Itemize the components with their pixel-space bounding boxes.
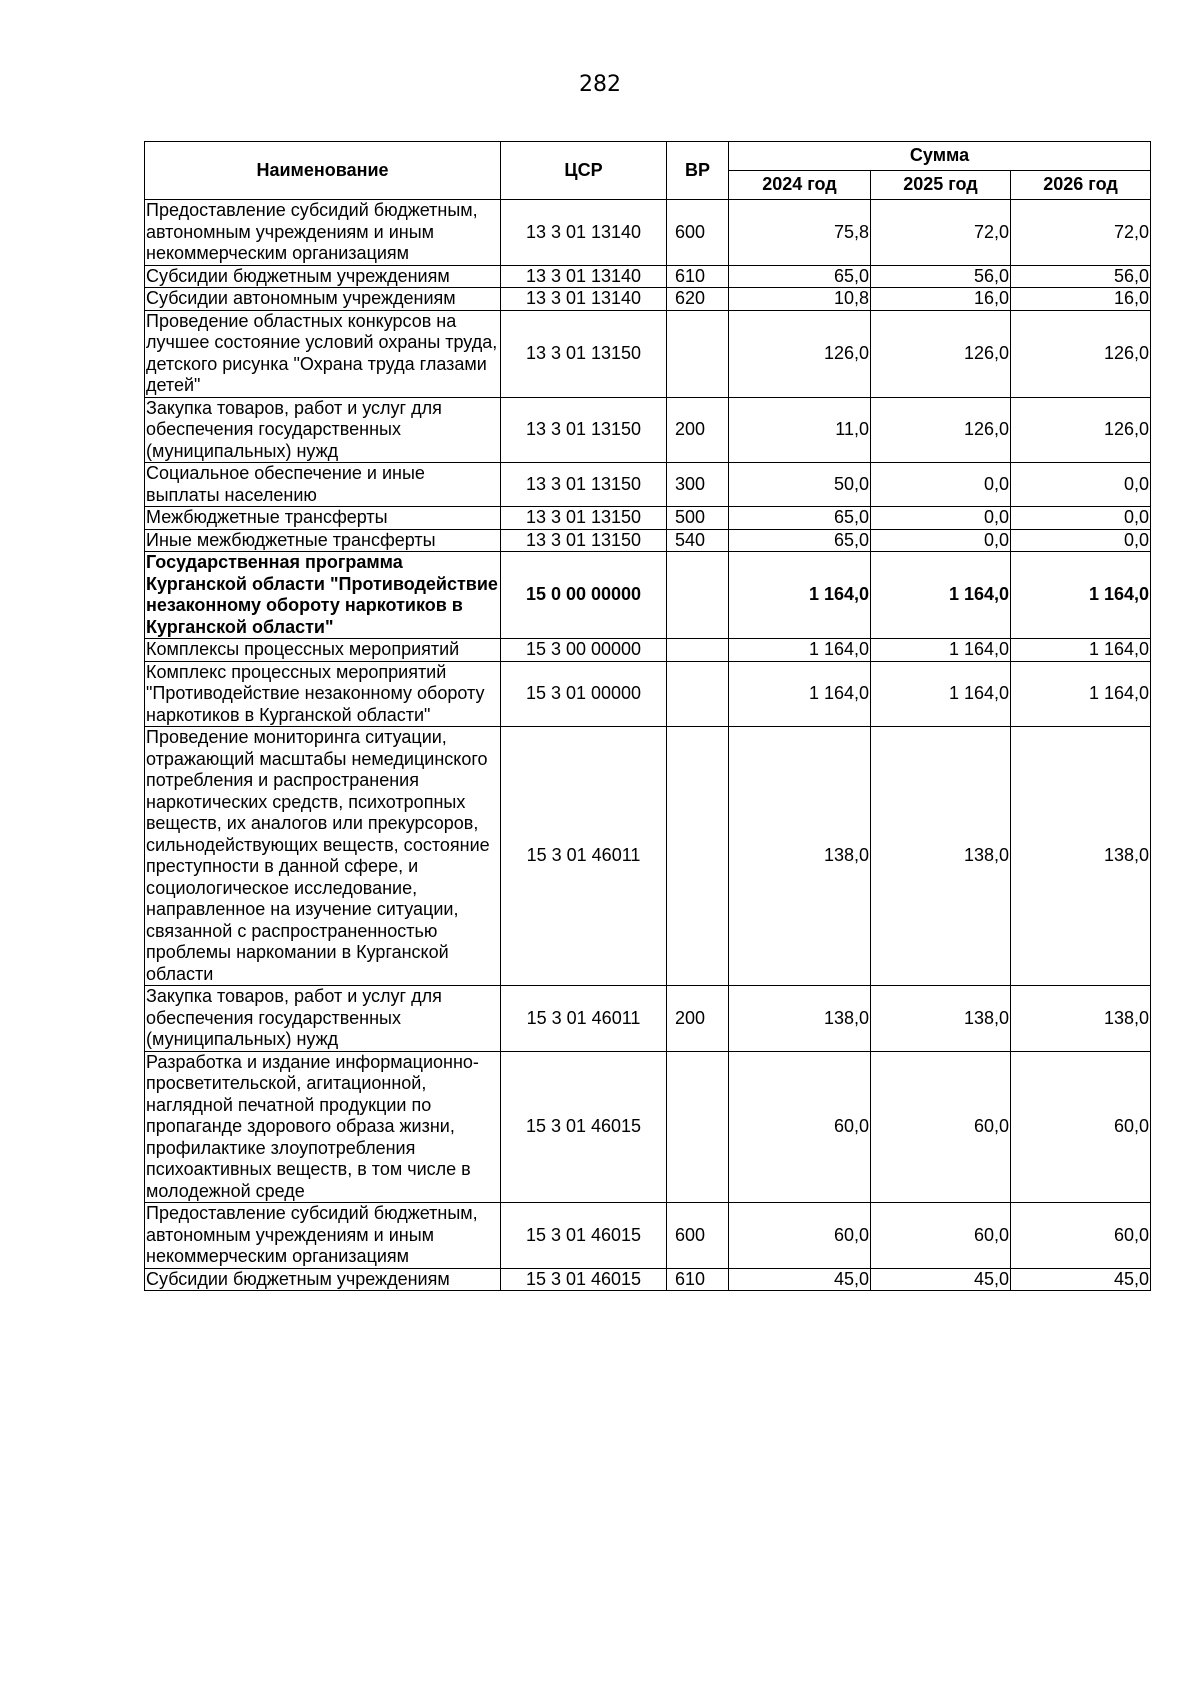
cell-csr: 13 3 01 13150 (501, 507, 667, 530)
cell-csr: 13 3 01 13140 (501, 200, 667, 266)
cell-2024: 1 164,0 (729, 661, 871, 727)
table-body (145, 200, 1151, 1291)
table-row (145, 727, 1151, 986)
cell-name: Государственная программа Курганской области "Противодействие незаконному обороту наркотиков в Курганской области" (145, 552, 501, 639)
cell-2024: 75,8 (729, 200, 871, 266)
budget-table (144, 141, 1151, 1291)
cell-csr: 15 3 01 00000 (501, 661, 667, 727)
cell-2024: 138,0 (729, 727, 871, 986)
cell-name: Социальное обеспечение и иные выплаты населению (145, 463, 501, 507)
cell-vr (667, 639, 729, 662)
cell-name: Предоставление субсидий бюджетным, автономным учреждениям и иным некоммерческим организациям (145, 1203, 501, 1269)
cell-csr: 15 0 00 00000 (501, 552, 667, 639)
table-row (145, 552, 1151, 639)
cell-2024: 60,0 (729, 1203, 871, 1269)
cell-vr (667, 661, 729, 727)
cell-2024: 60,0 (729, 1051, 871, 1203)
cell-2025: 126,0 (871, 310, 1011, 397)
cell-csr: 15 3 01 46015 (501, 1268, 667, 1291)
cell-2026: 126,0 (1011, 310, 1151, 397)
cell-name: Разработка и издание информационно-просветительской, агитационной, наглядной печатной продукции по пропаганде здорового образа жизни, профилактике злоупотребления психоактивных веществ, в том числе в молодежной среде (145, 1051, 501, 1203)
cell-name: Предоставление субсидий бюджетным, автономным учреждениям и иным некоммерческим организациям (145, 200, 501, 266)
cell-2025: 0,0 (871, 507, 1011, 530)
cell-2025: 1 164,0 (871, 639, 1011, 662)
cell-csr: 13 3 01 13150 (501, 310, 667, 397)
cell-2025: 60,0 (871, 1203, 1011, 1269)
cell-2026: 56,0 (1011, 265, 1151, 288)
cell-2025: 0,0 (871, 529, 1011, 552)
cell-2024: 1 164,0 (729, 639, 871, 662)
cell-2026: 45,0 (1011, 1268, 1151, 1291)
cell-2025: 56,0 (871, 265, 1011, 288)
cell-csr: 13 3 01 13140 (501, 288, 667, 311)
cell-2025: 72,0 (871, 200, 1011, 266)
cell-name: Проведение областных конкурсов на лучшее состояние условий охраны труда, детского рисунка "Охрана труда глазами детей" (145, 310, 501, 397)
cell-name: Субсидии бюджетным учреждениям (145, 265, 501, 288)
table-row (145, 200, 1151, 266)
cell-2026: 60,0 (1011, 1203, 1151, 1269)
cell-name: Субсидии автономным учреждениям (145, 288, 501, 311)
cell-name: Межбюджетные трансферты (145, 507, 501, 530)
cell-2026: 0,0 (1011, 463, 1151, 507)
cell-2025: 138,0 (871, 986, 1011, 1052)
cell-vr: 540 (667, 529, 729, 552)
table-row (145, 507, 1151, 530)
cell-2024: 45,0 (729, 1268, 871, 1291)
table-row (145, 639, 1151, 662)
cell-2026: 16,0 (1011, 288, 1151, 311)
cell-vr: 500 (667, 507, 729, 530)
cell-2026: 1 164,0 (1011, 661, 1151, 727)
table-row (145, 463, 1151, 507)
table-row (145, 265, 1151, 288)
cell-2026: 1 164,0 (1011, 552, 1151, 639)
cell-name: Субсидии бюджетным учреждениям (145, 1268, 501, 1291)
cell-2024: 1 164,0 (729, 552, 871, 639)
cell-2025: 138,0 (871, 727, 1011, 986)
cell-2024: 65,0 (729, 265, 871, 288)
cell-vr: 200 (667, 986, 729, 1052)
cell-2026: 138,0 (1011, 727, 1151, 986)
cell-vr (667, 310, 729, 397)
header-2026: 2026 год (1011, 171, 1151, 200)
header-2024: 2024 год (729, 171, 871, 200)
cell-name: Комплекс процессных мероприятий "Противодействие незаконному обороту наркотиков в Курганской области" (145, 661, 501, 727)
cell-2024: 65,0 (729, 507, 871, 530)
header-sum: Сумма (729, 142, 1151, 171)
cell-vr (667, 727, 729, 986)
table-row (145, 1051, 1151, 1203)
cell-2026: 72,0 (1011, 200, 1151, 266)
cell-name: Закупка товаров, работ и услуг для обеспечения государственных (муниципальных) нужд (145, 986, 501, 1052)
cell-csr: 15 3 00 00000 (501, 639, 667, 662)
cell-2026: 1 164,0 (1011, 639, 1151, 662)
cell-vr: 610 (667, 265, 729, 288)
cell-csr: 15 3 01 46011 (501, 986, 667, 1052)
cell-2024: 11,0 (729, 397, 871, 463)
table-row (145, 1268, 1151, 1291)
cell-2026: 60,0 (1011, 1051, 1151, 1203)
cell-vr: 300 (667, 463, 729, 507)
cell-2026: 138,0 (1011, 986, 1151, 1052)
cell-2026: 126,0 (1011, 397, 1151, 463)
cell-vr: 200 (667, 397, 729, 463)
header-vr: ВР (667, 142, 729, 200)
header-2025: 2025 год (871, 171, 1011, 200)
cell-2024: 138,0 (729, 986, 871, 1052)
cell-csr: 15 3 01 46015 (501, 1051, 667, 1203)
table-row (145, 661, 1151, 727)
cell-vr: 600 (667, 1203, 729, 1269)
table-row (145, 529, 1151, 552)
header-row-top (145, 142, 1151, 171)
cell-2024: 50,0 (729, 463, 871, 507)
cell-csr: 15 3 01 46011 (501, 727, 667, 986)
table-header (145, 142, 1151, 200)
cell-name: Закупка товаров, работ и услуг для обеспечения государственных (муниципальных) нужд (145, 397, 501, 463)
cell-csr: 13 3 01 13140 (501, 265, 667, 288)
cell-csr: 13 3 01 13150 (501, 529, 667, 552)
cell-2025: 45,0 (871, 1268, 1011, 1291)
cell-2024: 10,8 (729, 288, 871, 311)
cell-vr: 600 (667, 200, 729, 266)
cell-vr (667, 552, 729, 639)
header-name: Наименование (145, 142, 501, 200)
cell-2026: 0,0 (1011, 529, 1151, 552)
table-row (145, 397, 1151, 463)
cell-2025: 60,0 (871, 1051, 1011, 1203)
cell-csr: 13 3 01 13150 (501, 463, 667, 507)
cell-2024: 126,0 (729, 310, 871, 397)
cell-vr (667, 1051, 729, 1203)
cell-2025: 126,0 (871, 397, 1011, 463)
cell-2025: 1 164,0 (871, 661, 1011, 727)
table-row (145, 1203, 1151, 1269)
cell-name: Проведение мониторинга ситуации, отражающий масштабы немедицинского потребления и распространения наркотических средств, психотропных веществ, их аналогов или прекурсоров, сильнодействующих веществ, состояние преступности в данной сфере, и социологическое исследование, направленное на изучение ситуации, связанной с распространенностью проблемы наркомании в Курганской области (145, 727, 501, 986)
page-number: 282 (579, 72, 621, 97)
header-csr: ЦСР (501, 142, 667, 200)
table-row (145, 310, 1151, 397)
cell-vr: 620 (667, 288, 729, 311)
table-row (145, 288, 1151, 311)
cell-2026: 0,0 (1011, 507, 1151, 530)
table-row (145, 986, 1151, 1052)
cell-vr: 610 (667, 1268, 729, 1291)
cell-csr: 15 3 01 46015 (501, 1203, 667, 1269)
cell-2025: 16,0 (871, 288, 1011, 311)
cell-2025: 0,0 (871, 463, 1011, 507)
cell-2024: 65,0 (729, 529, 871, 552)
cell-2025: 1 164,0 (871, 552, 1011, 639)
cell-name: Иные межбюджетные трансферты (145, 529, 501, 552)
cell-name: Комплексы процессных мероприятий (145, 639, 501, 662)
cell-csr: 13 3 01 13150 (501, 397, 667, 463)
